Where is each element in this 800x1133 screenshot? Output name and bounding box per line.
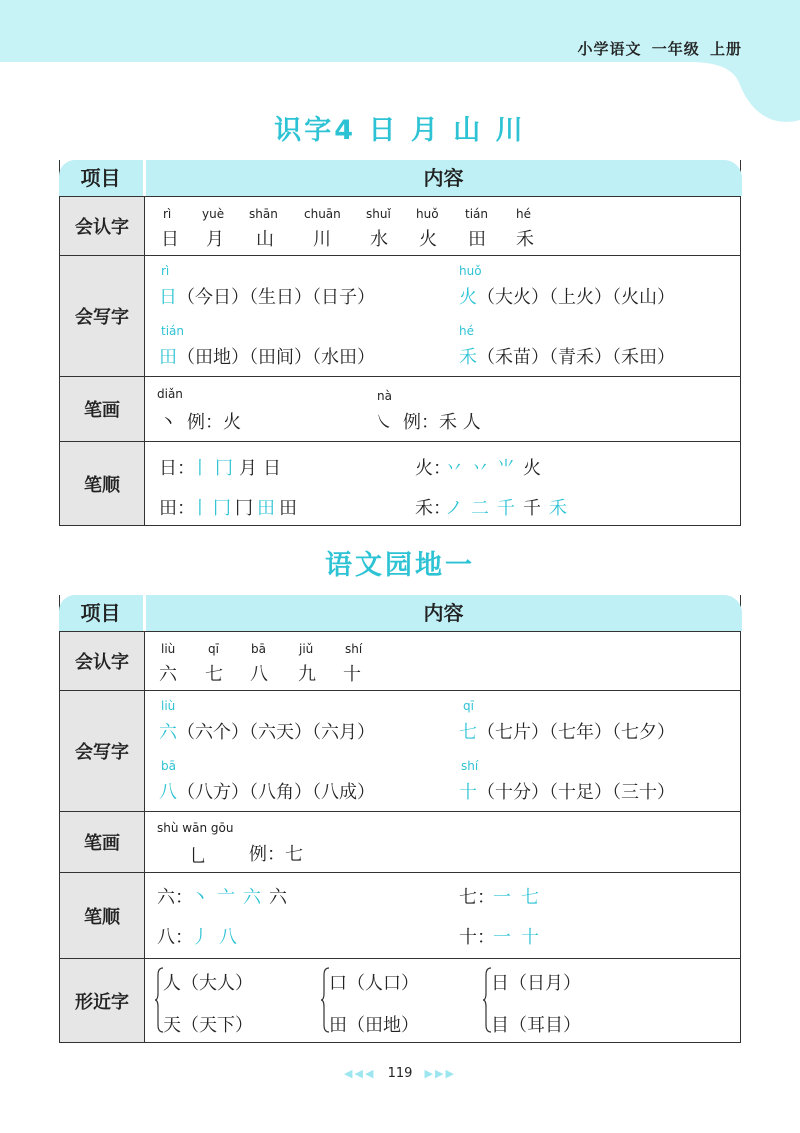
pinyin: qī: [463, 699, 474, 713]
stroke-order-char: 田：: [159, 498, 195, 519]
stroke-example: 例：七: [249, 844, 303, 865]
row-huixiezi: [60, 255, 740, 376]
word-group: 八（八方）（八角）（八成）: [159, 782, 375, 803]
stroke-example: 例：火: [187, 412, 241, 433]
row-bishun: [60, 441, 740, 525]
word-group: 七（七片）（七年）（七夕）: [459, 722, 675, 743]
pinyin: huǒ: [416, 207, 439, 221]
row-label: 形近字: [60, 959, 145, 1042]
stroke-order-steps: 丨冂月日: [191, 458, 287, 479]
character: 七: [205, 664, 223, 685]
pinyin: rì: [161, 264, 170, 278]
write-chars: [145, 691, 740, 811]
recognize-chars: [145, 632, 740, 690]
row-label: 笔画: [60, 377, 145, 441]
arrow-left-icon: ◀◀◀: [344, 1067, 376, 1080]
word-group: 日（今日）（生日）（日子）: [159, 287, 375, 308]
stroke-order-char: 禾：: [415, 498, 451, 519]
pinyin: shí: [345, 642, 363, 656]
header-col-item: 项目: [59, 160, 143, 196]
page-number: 119: [387, 1066, 413, 1081]
section2-title: 语文园地一: [325, 550, 475, 581]
write-chars: [145, 256, 740, 376]
pinyin: huǒ: [459, 264, 482, 278]
row-label: 笔顺: [60, 442, 145, 525]
row-label: 会认字: [60, 632, 145, 690]
section1-table: [59, 160, 741, 526]
stroke-order-char: 六：: [157, 887, 193, 908]
stroke-order-char: 八：: [157, 927, 193, 948]
character: 山: [256, 229, 274, 250]
character: 六: [159, 664, 177, 685]
stroke-order-steps: 丿八: [191, 927, 247, 948]
pinyin: bā: [161, 759, 176, 773]
character: 八: [250, 664, 268, 685]
row-bihua: [60, 811, 740, 872]
stroke-order: [145, 442, 740, 525]
pinyin: shù wān gōu: [157, 821, 234, 835]
character: 水: [370, 229, 388, 250]
strokes: [145, 812, 740, 872]
section1-title: 识字4 日 月 山 川: [274, 115, 526, 146]
word-group: 田（田地）（田间）（水田）: [159, 347, 375, 368]
pinyin: diǎn: [157, 387, 183, 401]
recognize-chars: [145, 197, 740, 255]
row-xingjinzi: [60, 958, 740, 1042]
pinyin: hé: [516, 207, 531, 221]
row-label: 会写字: [60, 256, 145, 376]
word-group: 十（十分）（十足）（三十）: [459, 782, 675, 803]
pinyin: shān: [249, 207, 278, 221]
word-group: 禾（禾苗）（青禾）（禾田）: [459, 347, 675, 368]
row-huirenzi: [60, 631, 740, 690]
character: 月: [206, 229, 224, 250]
stroke-example: 例：禾 人: [403, 412, 481, 433]
stroke-order-steps: 丶亠六六: [191, 887, 295, 908]
character: 禾: [516, 229, 534, 250]
strokes: [145, 377, 740, 441]
pinyin: rì: [163, 207, 172, 221]
header-col-item: 项目: [59, 595, 143, 631]
similar-char-item: 天（天下）: [163, 1015, 253, 1036]
character: 九: [298, 664, 316, 685]
word-group: 六（六个）（六天）（六月）: [159, 722, 375, 743]
pinyin: yuè: [202, 207, 225, 221]
similar-char-item: 人（大人）: [163, 973, 253, 994]
similar-char-item: 田（田地）: [329, 1015, 419, 1036]
pinyin: shí: [461, 759, 479, 773]
stroke-dian: 丶: [159, 412, 177, 433]
pinyin: bā: [251, 642, 266, 656]
pinyin: liù: [161, 699, 176, 713]
pinyin: tián: [465, 207, 488, 221]
pinyin: nà: [377, 389, 392, 403]
row-huirenzi: [60, 196, 740, 255]
table-header: [60, 595, 740, 631]
arrow-right-icon: ▶▶▶: [424, 1067, 456, 1080]
header-col-content: 内容: [146, 160, 742, 196]
stroke-order-char: 日：: [159, 458, 195, 479]
pinyin: hé: [459, 324, 474, 338]
row-bihua: [60, 376, 740, 441]
row-label: 会写字: [60, 691, 145, 811]
word-group: 火（大火）（上火）（火山）: [459, 287, 675, 308]
similar-chars: [145, 959, 740, 1042]
section2-table: [59, 595, 741, 1043]
row-label: 笔画: [60, 812, 145, 872]
stroke-order: [145, 873, 740, 958]
stroke-na: ㇏: [375, 412, 393, 433]
stroke-order-char: 七：: [459, 887, 495, 908]
header-col-content: 内容: [146, 595, 742, 631]
character: 火: [419, 229, 437, 250]
stroke-order-steps: 一七: [493, 887, 549, 908]
table-header: [60, 160, 740, 196]
character: 十: [343, 664, 361, 685]
pinyin: shuǐ: [366, 207, 391, 221]
stroke-order-steps: 丨冂冂田田: [191, 498, 301, 519]
row-label: 会认字: [60, 197, 145, 255]
pinyin: tián: [161, 324, 184, 338]
character: 日: [161, 229, 179, 250]
row-huixiezi: [60, 690, 740, 811]
character: 川: [313, 229, 331, 250]
stroke-order-steps: ノ二千千禾: [445, 498, 575, 519]
stroke-order-steps: 一十: [493, 927, 549, 948]
stroke-order-char: 火：: [415, 458, 451, 479]
similar-char-item: 目（耳目）: [491, 1015, 581, 1036]
row-bishun: [60, 872, 740, 958]
pinyin: liù: [161, 642, 176, 656]
stroke-shuwangou: 乚: [189, 846, 207, 867]
pinyin: jiǔ: [299, 642, 314, 656]
character: 田: [468, 229, 486, 250]
similar-char-item: 口（人口）: [329, 973, 419, 994]
pinyin: qī: [208, 642, 219, 656]
row-label: 笔顺: [60, 873, 145, 958]
header-book-label: 小学语文 一年级 上册: [577, 40, 742, 58]
similar-char-item: 日（日月）: [491, 973, 581, 994]
pinyin: chuān: [304, 207, 341, 221]
stroke-order-char: 十：: [459, 927, 495, 948]
stroke-order-steps: 丷丷⺌火: [445, 458, 549, 479]
page-footer: [0, 1066, 800, 1081]
